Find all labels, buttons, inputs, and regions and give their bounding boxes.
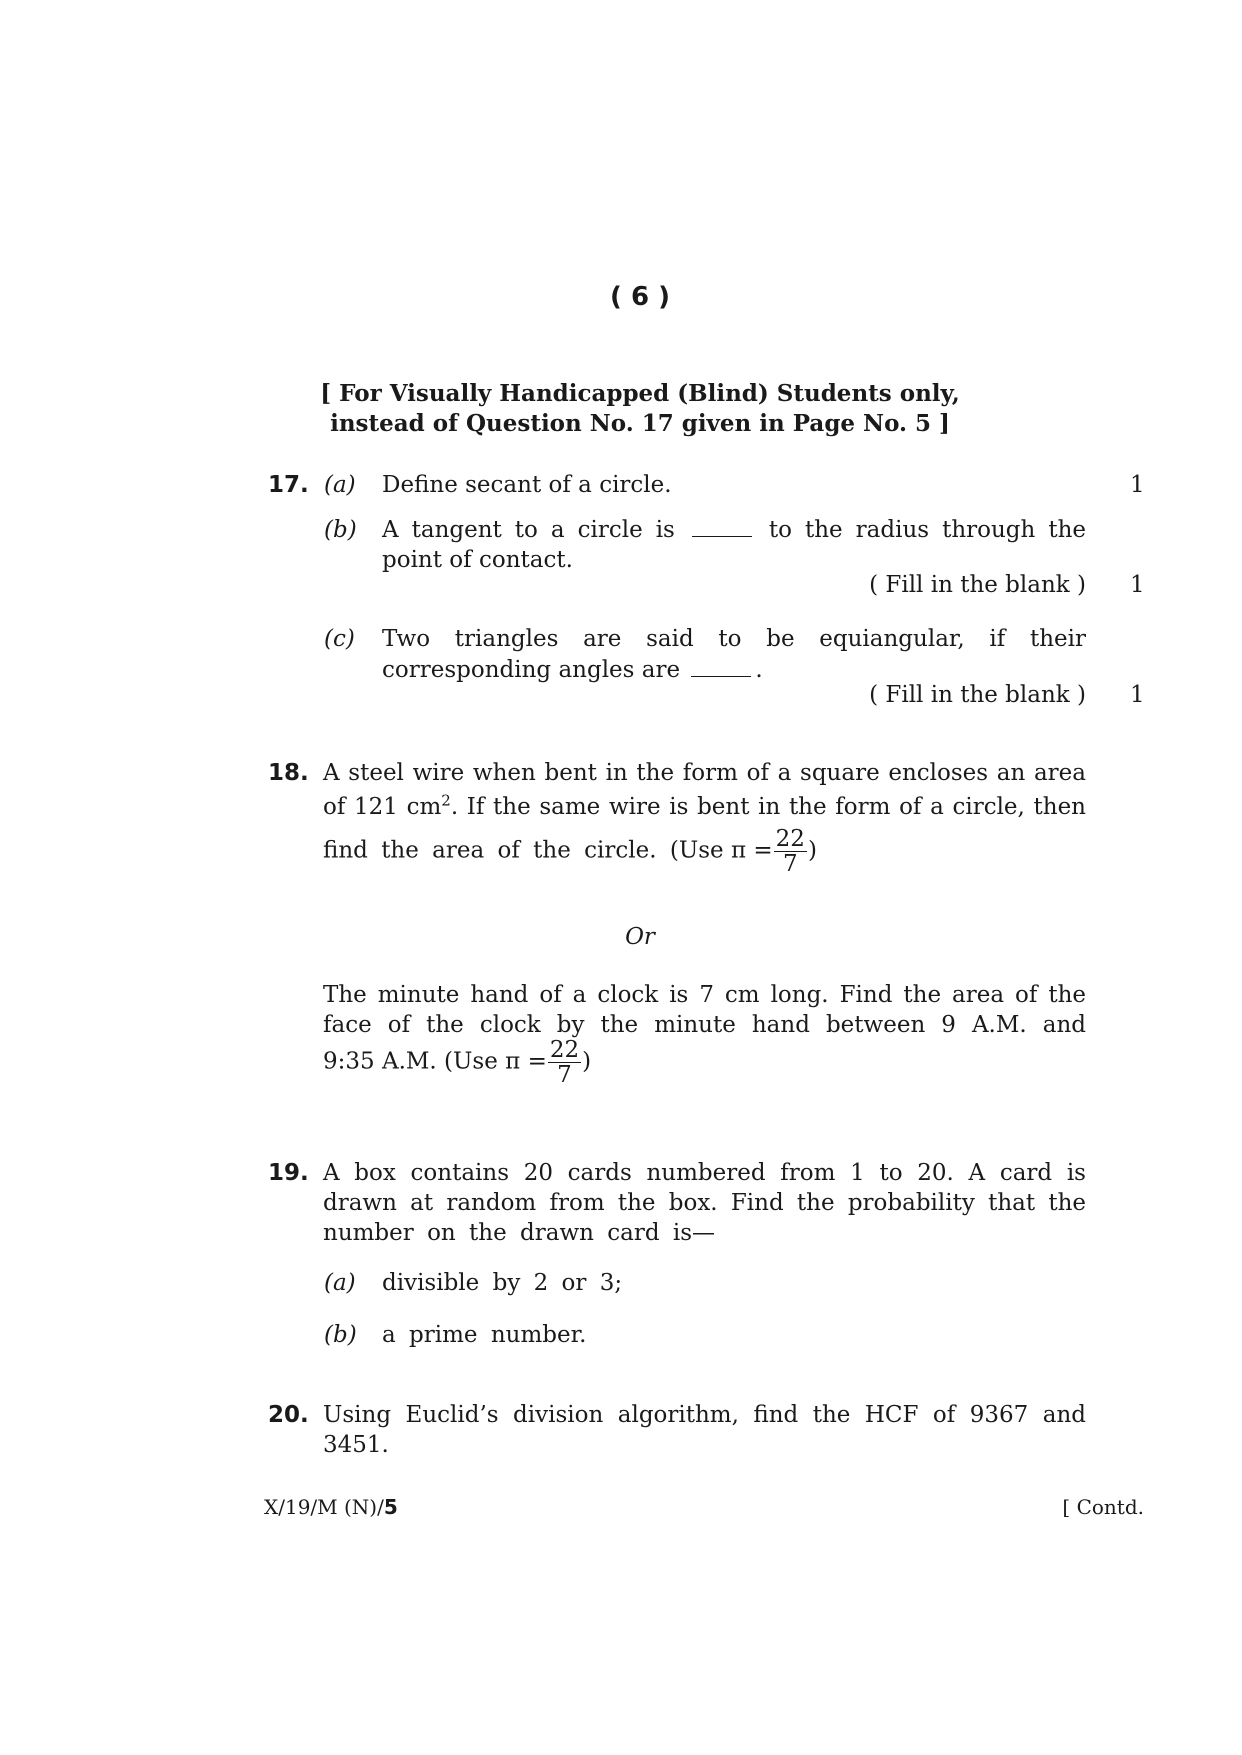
q17b-hint: ( Fill in the blank ): [869, 572, 1086, 598]
q18-alt-line-3: [323, 1038, 723, 1087]
q17-number: 17.: [268, 472, 309, 498]
paper-code-suffix: 5: [383, 1495, 398, 1519]
q18-line-2: [323, 792, 1086, 823]
fraction-22-7: [774, 827, 807, 876]
fraction-denominator: 7: [557, 1062, 572, 1088]
q17b-text-after: to the radius through the: [768, 517, 1086, 543]
q18-alt-line-2: face of the clock by the minute hand between 9 A.M. and: [323, 1012, 1086, 1038]
q20-line-1: Using Euclid’s division algorithm, find the HCF of 9367 and: [323, 1402, 1086, 1428]
notice-line-1: [ For Visually Handicapped (Blind) Students only,: [320, 380, 960, 407]
q19b-text: a prime number.: [382, 1322, 587, 1348]
q19b-label: (b): [324, 1322, 357, 1348]
q17a-label: (a): [324, 472, 356, 498]
q19a-text: divisible by 2 or 3;: [382, 1270, 623, 1296]
fill-blank: [691, 662, 751, 677]
page-number: ( 6 ): [610, 282, 670, 312]
q17b-text-before: A tangent to a circle is: [382, 517, 675, 543]
q20-line-2: 3451.: [323, 1432, 389, 1458]
q18-circle-text: . If the same wire is bent in the form of a circle, then: [450, 794, 1086, 820]
q17c-line-2: [382, 655, 763, 686]
q19a-label: (a): [324, 1270, 356, 1296]
q17c-text-after: .: [755, 657, 763, 683]
paper-code: [264, 1492, 398, 1523]
q17b-line-1: [382, 515, 1086, 546]
q19-number: 19.: [268, 1160, 309, 1186]
close-paren: ): [582, 1048, 592, 1075]
close-paren: ): [807, 837, 817, 864]
q17b-line-2: point of contact.: [382, 547, 573, 573]
q17c-marks: 1: [1130, 682, 1145, 708]
paper-code-prefix: X/19/M (N)/: [264, 1495, 384, 1519]
q18-use-text: find the area of the circle. (Use: [323, 837, 724, 864]
q19-line-1: A box contains 20 cards numbered from 1 to 20. A card is: [323, 1160, 1086, 1186]
notice-line-2: instead of Question No. 17 given in Page No. 5 ]: [330, 410, 950, 437]
q17b-marks: 1: [1130, 572, 1145, 598]
continued-note: [ Contd.: [1062, 1495, 1144, 1519]
q18-superscript: 2: [441, 791, 451, 810]
q17c-hint: ( Fill in the blank ): [869, 682, 1086, 708]
fraction-numerator: 22: [775, 826, 805, 852]
q17c-text-before: corresponding angles are: [382, 657, 681, 683]
fraction-numerator: 22: [549, 1037, 580, 1063]
fill-blank: [692, 522, 752, 537]
q18-line-1: A steel wire when bent in the form of a square encloses an area: [323, 760, 1086, 786]
q17a-marks: 1: [1130, 472, 1145, 498]
pi-equals: π =: [505, 1048, 547, 1075]
q18-alt-use-text: 9:35 A.M. (Use: [323, 1048, 498, 1075]
pi-equals: π =: [730, 837, 773, 864]
q19-line-2: drawn at random from the box. Find the probability that the: [323, 1190, 1086, 1216]
q20-number: 20.: [268, 1402, 309, 1428]
q18-number: 18.: [268, 760, 309, 786]
or-separator: Or: [625, 924, 655, 950]
q17c-label: (c): [324, 626, 355, 652]
fraction-22-7: [548, 1038, 581, 1087]
q17b-label: (b): [324, 517, 357, 543]
q18-alt-line-1: The minute hand of a clock is 7 cm long. Find the area of the: [323, 982, 1086, 1008]
fraction-denominator: 7: [782, 851, 798, 877]
q18-line-3: [323, 827, 843, 876]
q19-line-3: number on the drawn card is—: [323, 1220, 716, 1246]
q17a-text: Define secant of a circle.: [382, 472, 672, 498]
q17c-line-1: Two triangles are said to be equiangular, if their: [382, 626, 1086, 652]
q18-area-text: of 121 cm: [323, 794, 442, 820]
